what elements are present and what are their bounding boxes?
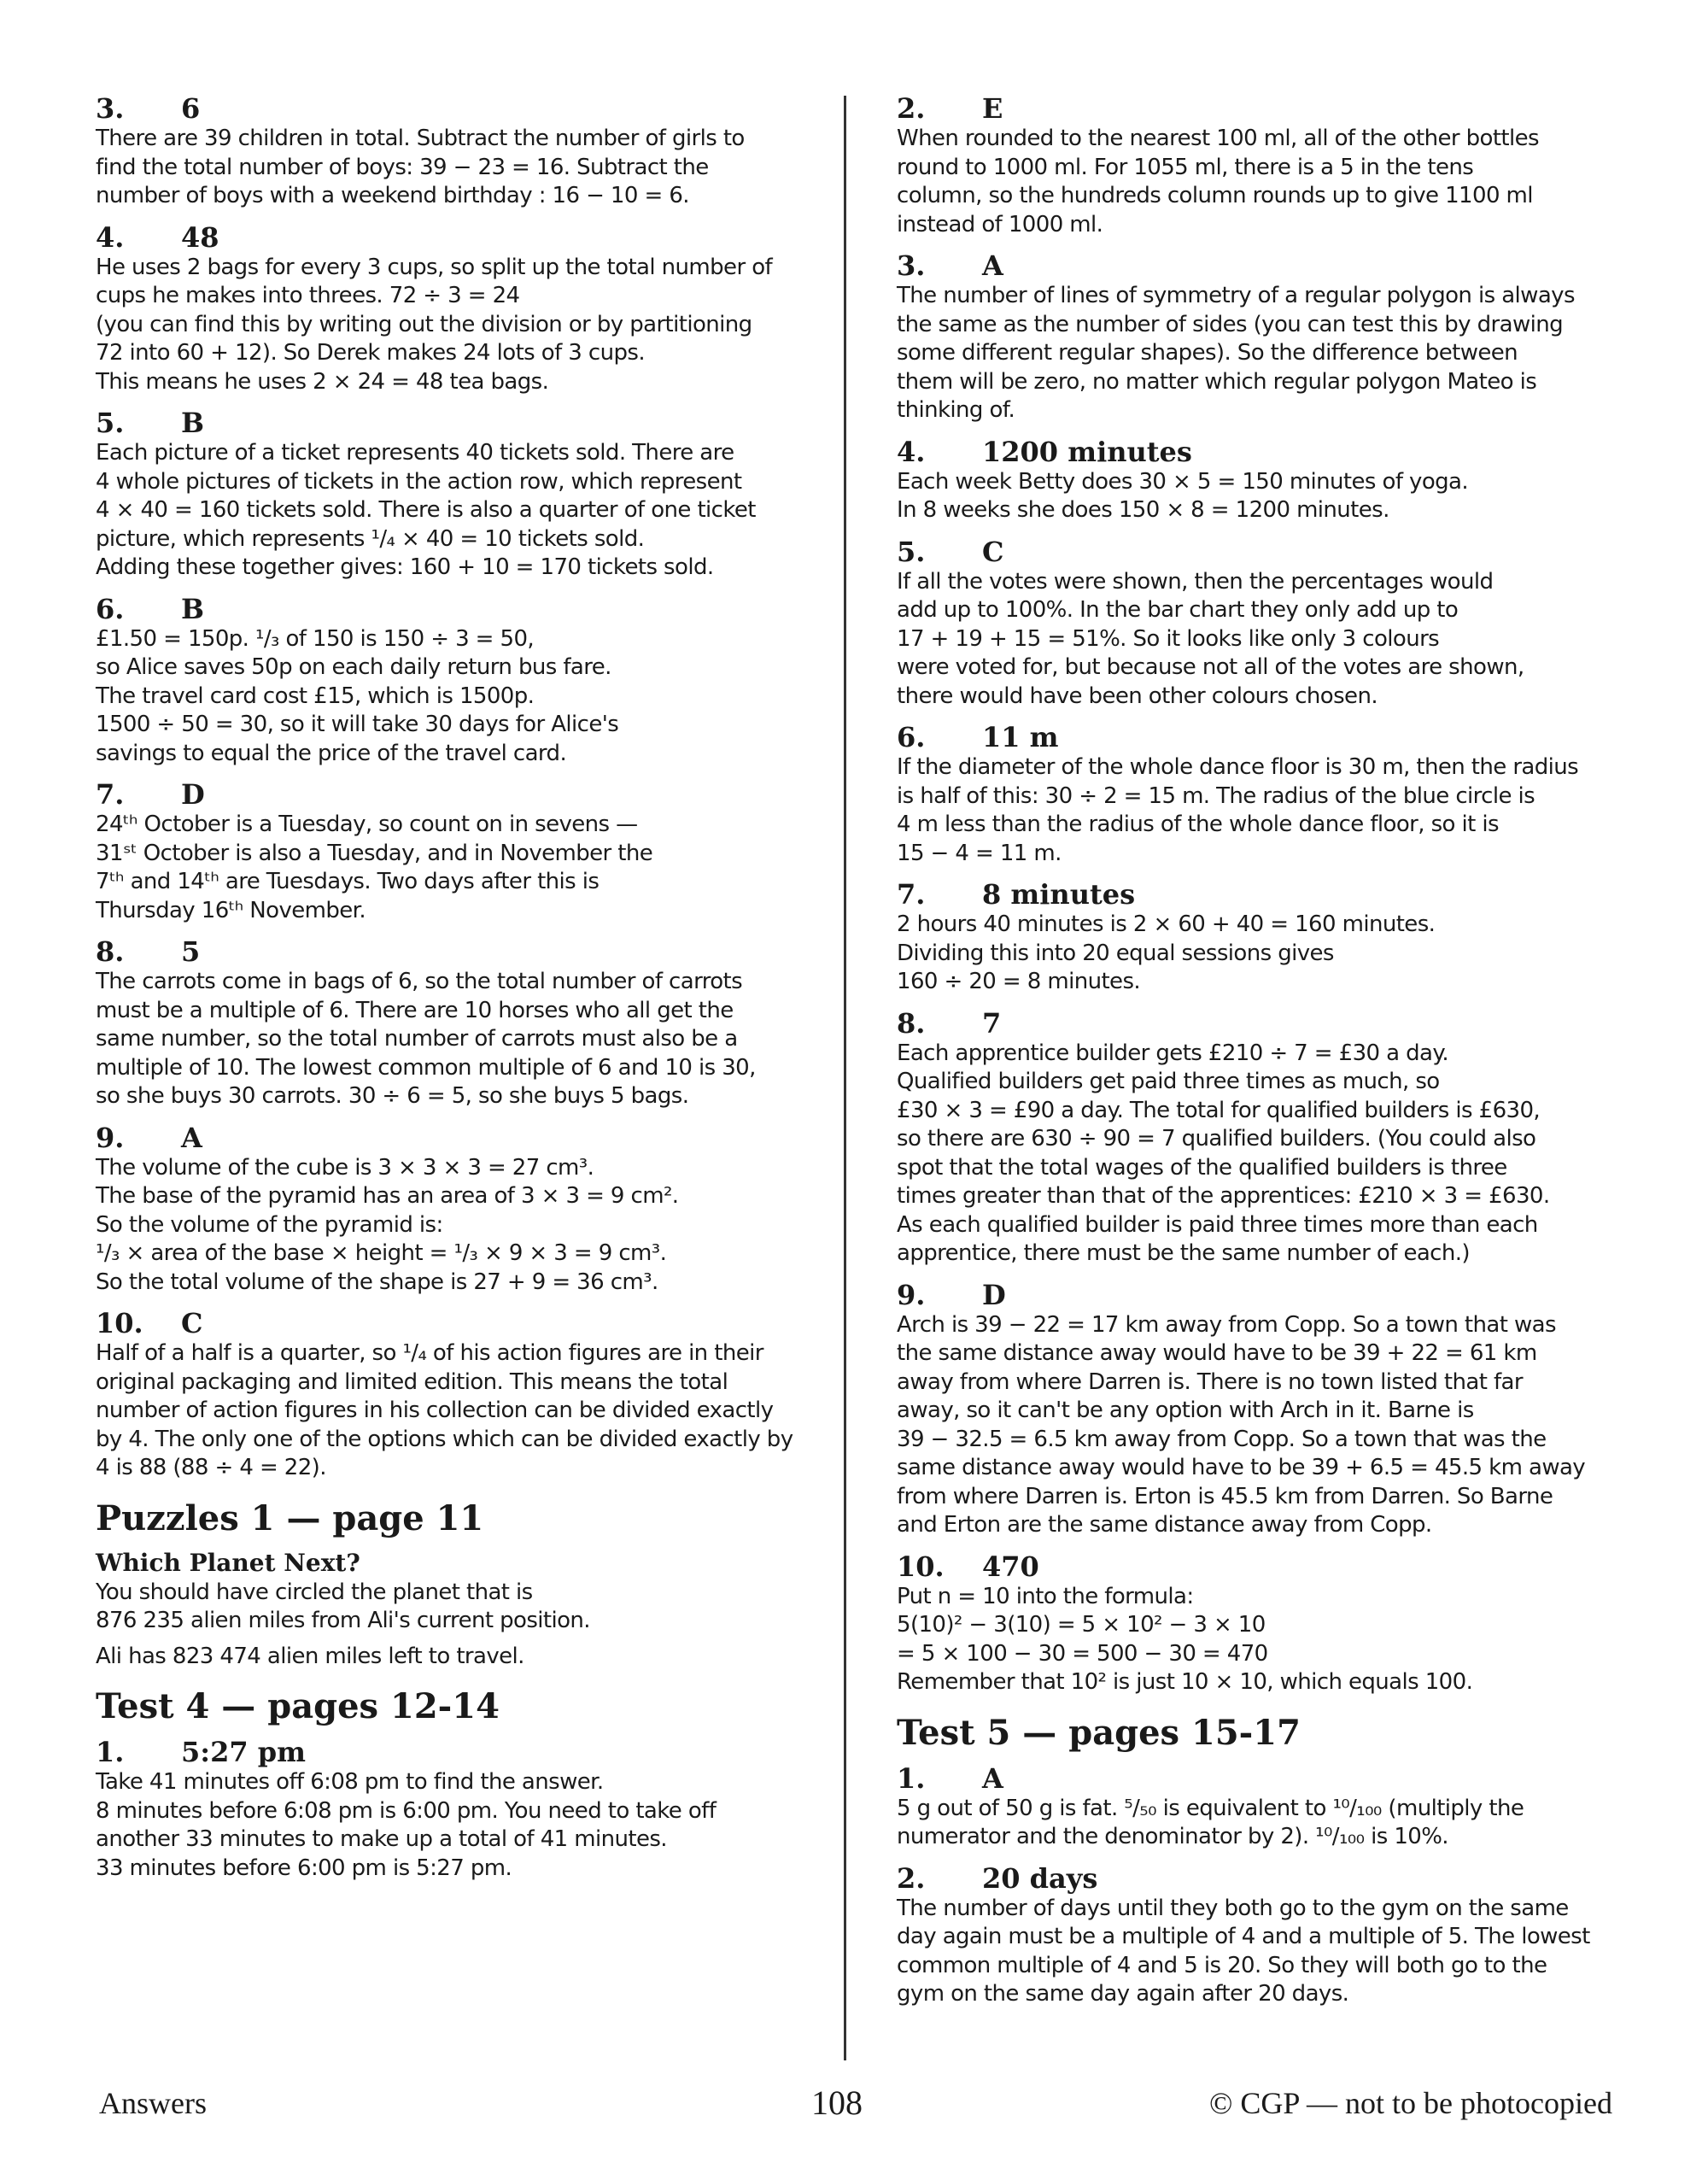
- answer-value: 20 days: [982, 1861, 1098, 1895]
- answer-value: 5: [181, 935, 201, 968]
- answer-heading: [96, 935, 822, 968]
- answer-heading: [897, 1007, 1623, 1040]
- explanation-line: 876 235 alien miles from Ali's current position.: [96, 1608, 590, 1633]
- explanation-line: were voted for, but because not all of the votes are shown,: [897, 654, 1524, 680]
- question-number: 1.: [96, 1736, 125, 1768]
- answer-heading: [96, 778, 822, 811]
- explanation-line: instead of 1000 ml.: [897, 211, 1103, 237]
- explanation-line: So the volume of the pyramid is:: [96, 1211, 443, 1238]
- question-number: 5.: [96, 407, 125, 439]
- explanation-line: Thursday 16ᵗʰ November.: [96, 897, 366, 923]
- question-number: 8.: [897, 1006, 926, 1040]
- section-heading: Puzzles 1 — page 11: [96, 1497, 484, 1538]
- explanation-line: Dividing this into 20 equal sessions gives: [897, 940, 1334, 966]
- question-number: 8.: [96, 935, 125, 968]
- explanation-line: gym on the same day again after 20 days.: [897, 1981, 1349, 2007]
- explanation-line: As each qualified builder is paid three times more than each: [897, 1211, 1538, 1238]
- explanation-line: The travel card cost £15, which is 1500p.: [96, 683, 535, 709]
- explanation-line: numerator and the denominator by 2). ¹⁰/₁₀₀ is 10%.: [897, 1824, 1448, 1849]
- section-heading: Test 4 — pages 12-14: [96, 1686, 500, 1726]
- explanation-line: 4 × 40 = 160 tickets sold. There is also a quarter of one ticket: [96, 497, 756, 523]
- explanation: [96, 1154, 822, 1298]
- explanation-line: The volume of the cube is 3 × 3 × 3 = 27 cm³.: [96, 1154, 594, 1181]
- answer-heading: [897, 1862, 1623, 1895]
- answer-item: [897, 1762, 1623, 1852]
- question-number: 2.: [897, 92, 926, 125]
- explanation: [96, 1339, 822, 1483]
- explanation: [897, 468, 1623, 525]
- answer-heading: [897, 1279, 1623, 1311]
- explanation-line: ¹/₃ × area of the base × height = ¹/₃ × 9 × 3 = 9 cm³.: [96, 1240, 667, 1266]
- answer-value: 6: [181, 92, 201, 125]
- explanation-line: Remember that 10² is just 10 × 10, which equals 100.: [897, 1669, 1473, 1695]
- question-number: 9.: [96, 1121, 125, 1154]
- explanation-line: 5 g out of 50 g is fat. ⁵/₅₀ is equivalent to ¹⁰/₁₀₀ (multiply the: [897, 1795, 1524, 1821]
- explanation-line: there would have been other colours chosen.: [897, 683, 1378, 709]
- explanation-line: picture, which represents ¹/₄ × 40 = 10 tickets sold.: [96, 525, 645, 552]
- explanation-line: The number of days until they both go to the gym on the same: [897, 1895, 1569, 1921]
- explanation-line: (you can find this by writing out the division or by partitioning: [96, 311, 752, 337]
- answer-heading: [897, 1550, 1623, 1583]
- explanation: [897, 1583, 1623, 1697]
- explanation-line: number of action figures in his collection can be divided exactly: [96, 1398, 774, 1423]
- explanation-line: multiple of 10. The lowest common multiple of 6 and 10 is 30,: [96, 1054, 756, 1081]
- answer-heading: [96, 1736, 822, 1768]
- explanation-line: and Erton are the same distance away from Copp.: [897, 1512, 1432, 1538]
- answer-item: [96, 935, 822, 1111]
- question-number: 7.: [96, 778, 125, 811]
- question-number: 4.: [897, 435, 926, 468]
- explanation-line: £1.50 = 150p. ¹/₃ of 150 is 150 ÷ 3 = 50,: [96, 625, 535, 652]
- explanation-line: round to 1000 ml. For 1055 ml, there is a 5 in the tens: [897, 154, 1474, 180]
- column-divider: [844, 96, 846, 2060]
- answer-item: [897, 249, 1623, 425]
- answer-item: [96, 1736, 822, 1883]
- explanation-line: Adding these together gives: 160 + 10 = 170 tickets sold.: [96, 554, 714, 580]
- answer-value: E: [982, 92, 1003, 125]
- answer-item: [96, 221, 822, 397]
- copyright-notice: © CGP — not to be photocopied: [1209, 2086, 1612, 2120]
- question-number: 3.: [897, 249, 926, 282]
- explanation-line: He uses 2 bags for every 3 cups, so split up the total number of: [96, 254, 773, 280]
- explanation-line: from where Darren is. Erton is 45.5 km from Darren. So Barne: [897, 1483, 1553, 1509]
- answer-item: [96, 1307, 822, 1483]
- explanation-line: 15 − 4 = 11 m.: [897, 840, 1062, 866]
- explanation-line: 24ᵗʰ October is a Tuesday, so count on in sevens —: [96, 812, 638, 837]
- explanation: [897, 753, 1623, 868]
- explanation-line: 2 hours 40 minutes is 2 × 60 + 40 = 160 minutes.: [897, 911, 1436, 937]
- answer-item: [897, 1007, 1623, 1269]
- puzzle-item: [96, 1548, 822, 1672]
- explanation: [897, 1311, 1623, 1540]
- answer-item: [897, 721, 1623, 868]
- explanation: [96, 1579, 822, 1672]
- explanation-line: must be a multiple of 6. There are 10 horses who all get the: [96, 997, 734, 1023]
- explanation-line: another 33 minutes to make up a total of 41 minutes.: [96, 1826, 667, 1852]
- answer-heading: [96, 92, 822, 125]
- explanation-line: apprentice, there must be the same number of each.): [897, 1240, 1470, 1266]
- explanation-line: Qualified builders get paid three times as much, so: [897, 1069, 1440, 1094]
- answer-value: 7: [982, 1006, 1002, 1040]
- answer-item: [96, 407, 822, 583]
- explanation-line: day again must be a multiple of 4 and a multiple of 5. The lowest: [897, 1924, 1590, 1949]
- explanation-line: Arch is 39 − 22 = 17 km away from Copp. So a town that was: [897, 1311, 1556, 1338]
- explanation: [897, 282, 1623, 425]
- answer-item: [897, 1862, 1623, 2009]
- explanation-line: Take 41 minutes off 6:08 pm to find the answer.: [96, 1769, 604, 1795]
- explanation-line: 7ᵗʰ and 14ᵗʰ are Tuesdays. Two days after this is: [96, 869, 600, 894]
- explanation-line: away from where Darren is. There is no town listed that far: [897, 1368, 1523, 1395]
- question-number: 1.: [897, 1761, 926, 1795]
- explanation-line: 4 m less than the radius of the whole dance floor, so it is: [897, 812, 1499, 837]
- explanation-line: You should have circled the planet that is: [96, 1579, 533, 1605]
- explanation-line: So the total volume of the shape is 27 + 9 = 36 cm³.: [96, 1269, 658, 1295]
- answer-value: B: [181, 407, 205, 439]
- explanation-line: The base of the pyramid has an area of 3 × 3 = 9 cm².: [96, 1183, 679, 1209]
- left-column: [96, 92, 822, 1893]
- footer-section-label: Answers: [99, 2086, 207, 2120]
- explanation: [897, 568, 1623, 712]
- answer-value: D: [181, 778, 205, 811]
- answer-value: 470: [982, 1550, 1039, 1583]
- explanation: [96, 439, 822, 583]
- answer-heading: [897, 436, 1623, 468]
- explanation-line: find the total number of boys: 39 − 23 = 16. Subtract the: [96, 154, 709, 180]
- explanation-line: 160 ÷ 20 = 8 minutes.: [897, 969, 1141, 994]
- answer-heading: [897, 1762, 1623, 1795]
- answer-value: A: [982, 249, 1003, 282]
- answer-value: 5:27 pm: [181, 1736, 306, 1768]
- explanation-line: so she buys 30 carrots. 30 ÷ 6 = 5, so she buys 5 bags.: [96, 1083, 689, 1109]
- explanation-line: This means he uses 2 × 24 = 48 tea bags.: [96, 368, 549, 395]
- explanation-line: by 4. The only one of the options which can be divided exactly by: [96, 1426, 793, 1452]
- answer-heading: [96, 1307, 822, 1339]
- answer-item: [96, 92, 822, 211]
- answer-heading: [897, 92, 1623, 125]
- answer-heading: [897, 536, 1623, 568]
- explanation-line: the same as the number of sides (you can test this by drawing: [897, 311, 1564, 337]
- explanation-line: so Alice saves 50p on each daily return bus fare.: [96, 654, 611, 680]
- answer-heading: [897, 878, 1623, 911]
- explanation: [897, 1040, 1623, 1269]
- explanation-line: Each picture of a ticket represents 40 tickets sold. There are: [96, 440, 734, 466]
- explanation: [897, 1895, 1623, 2009]
- answer-value: C: [982, 535, 1004, 568]
- answer-item: [897, 1279, 1623, 1540]
- explanation: [897, 911, 1623, 997]
- question-number: 7.: [897, 878, 926, 911]
- question-number: 6.: [897, 721, 926, 753]
- explanation-line: the same distance away would have to be 39 + 22 = 61 km: [897, 1340, 1537, 1366]
- question-number: 6.: [96, 592, 125, 625]
- question-number: 10.: [96, 1307, 143, 1339]
- explanation-line: The carrots come in bags of 6, so the total number of carrots: [96, 969, 743, 994]
- answer-item: [897, 536, 1623, 712]
- explanation-line: If the diameter of the whole dance floor is 30 m, then the radius: [897, 754, 1579, 780]
- right-column: [897, 92, 1623, 2019]
- explanation-line: savings to equal the price of the travel card.: [96, 740, 567, 766]
- answer-heading: [897, 721, 1623, 753]
- explanation-line: 1500 ÷ 50 = 30, so it will take 30 days for Alice's: [96, 712, 619, 737]
- explanation-line: same distance away would have to be 39 + 6.5 = 45.5 km away: [897, 1455, 1586, 1480]
- explanation-line: 17 + 19 + 15 = 51%. So it looks like only 3 colours: [897, 625, 1440, 652]
- explanation-line: When rounded to the nearest 100 ml, all of the other bottles: [897, 126, 1539, 151]
- answer-value: A: [982, 1761, 1003, 1795]
- explanation-line: number of boys with a weekend birthday : 16 − 10 = 6.: [96, 183, 689, 208]
- explanation-line: is half of this: 30 ÷ 2 = 15 m. The radius of the blue circle is: [897, 782, 1535, 809]
- page-number: 108: [811, 2083, 863, 2122]
- answer-item: [897, 1550, 1623, 1697]
- explanation-line: some different regular shapes). So the difference between: [897, 340, 1518, 366]
- explanation-line: away, so it can't be any option with Arch in it. Barne is: [897, 1398, 1474, 1423]
- answer-value: 1200 minutes: [982, 435, 1192, 468]
- explanation-line: spot that the total wages of the qualified builders is three: [897, 1154, 1507, 1181]
- explanation-line: 72 into 60 + 12). So Derek makes 24 lots of 3 cups.: [96, 340, 646, 366]
- answer-value: 48: [181, 220, 219, 254]
- explanation-line: cups he makes into threes. 72 ÷ 3 = 24: [96, 283, 520, 308]
- explanation: [96, 125, 822, 211]
- answer-item: [96, 593, 822, 769]
- explanation-line: 4 whole pictures of tickets in the action row, which represent: [96, 468, 742, 495]
- explanation-line: so there are 630 ÷ 90 = 7 qualified builders. (You could also: [897, 1126, 1536, 1152]
- answer-value: D: [982, 1278, 1006, 1311]
- explanation: [96, 254, 822, 397]
- explanation-line: 4 is 88 (88 ÷ 4 = 22).: [96, 1455, 326, 1480]
- question-number: 5.: [897, 535, 926, 568]
- answer-heading: [96, 221, 822, 254]
- answer-heading: [96, 1122, 822, 1154]
- explanation-line: Ali has 823 474 alien miles left to travel.: [96, 1643, 524, 1669]
- explanation-line: £30 × 3 = £90 a day. The total for qualified builders is £630,: [897, 1097, 1541, 1123]
- section-heading: Test 5 — pages 15-17: [897, 1712, 1301, 1753]
- explanation: [897, 1795, 1623, 1852]
- explanation: [96, 811, 822, 925]
- explanation-line: common multiple of 4 and 5 is 20. So they will both go to the: [897, 1952, 1547, 1978]
- puzzle-title: Which Planet Next?: [96, 1548, 360, 1577]
- explanation-line: = 5 × 100 − 30 = 500 − 30 = 470: [897, 1640, 1268, 1667]
- explanation-line: 8 minutes before 6:08 pm is 6:00 pm. You need to take off: [96, 1797, 717, 1824]
- answer-value: C: [181, 1307, 203, 1339]
- explanation-line: The number of lines of symmetry of a regular polygon is always: [897, 283, 1575, 308]
- explanation-line: Each week Betty does 30 × 5 = 150 minutes of yoga.: [897, 468, 1469, 495]
- explanation-line: Half of a half is a quarter, so ¹/₄ of his action figures are in their: [96, 1340, 763, 1366]
- answer-item: [96, 1122, 822, 1298]
- answer-value: 8 minutes: [982, 878, 1136, 911]
- answer-heading: [96, 593, 822, 625]
- answer-item: [897, 436, 1623, 525]
- explanation: [96, 968, 822, 1111]
- explanation-line: them will be zero, no matter which regular polygon Mateo is: [897, 368, 1537, 395]
- explanation: [96, 625, 822, 769]
- explanation: [897, 125, 1623, 239]
- explanation-line: times greater than that of the apprentices: £210 × 3 = £630.: [897, 1183, 1550, 1209]
- question-number: 4.: [96, 220, 125, 254]
- explanation: [96, 1768, 822, 1883]
- explanation-line: 31ˢᵗ October is also a Tuesday, and in November the: [96, 840, 653, 866]
- explanation-line: In 8 weeks she does 150 × 8 = 1200 minutes.: [897, 497, 1389, 523]
- explanation-line: same number, so the total number of carrots must also be a: [96, 1026, 738, 1052]
- answer-value: B: [181, 592, 205, 625]
- answer-item: [897, 878, 1623, 997]
- explanation-line: There are 39 children in total. Subtract the number of girls to: [96, 126, 745, 151]
- explanation-line: column, so the hundreds column rounds up to give 1100 ml: [897, 183, 1533, 208]
- answer-item: [897, 92, 1623, 239]
- explanation-line: Each apprentice builder gets £210 ÷ 7 = £30 a day.: [897, 1040, 1449, 1066]
- answer-value: A: [181, 1121, 202, 1154]
- explanation-line: 33 minutes before 6:00 pm is 5:27 pm.: [96, 1855, 512, 1881]
- explanation-line: thinking of.: [897, 397, 1015, 423]
- answer-heading: [96, 407, 822, 439]
- answer-value: 11 m: [982, 721, 1059, 753]
- explanation-line: Put n = 10 into the formula:: [897, 1583, 1194, 1609]
- explanation-line: 5(10)² − 3(10) = 5 × 10² − 3 × 10: [897, 1612, 1266, 1638]
- question-number: 2.: [897, 1861, 926, 1895]
- answer-item: [96, 778, 822, 925]
- explanation-line: If all the votes were shown, then the percentages would: [897, 568, 1494, 595]
- question-number: 9.: [897, 1278, 926, 1311]
- explanation-line: 39 − 32.5 = 6.5 km away from Copp. So a town that was the: [897, 1426, 1547, 1452]
- question-number: 10.: [897, 1550, 945, 1583]
- explanation-line: original packaging and limited edition. This means the total: [96, 1368, 728, 1395]
- explanation-line: add up to 100%. In the bar chart they only add up to: [897, 597, 1459, 623]
- question-number: 3.: [96, 92, 125, 125]
- answer-heading: [897, 249, 1623, 282]
